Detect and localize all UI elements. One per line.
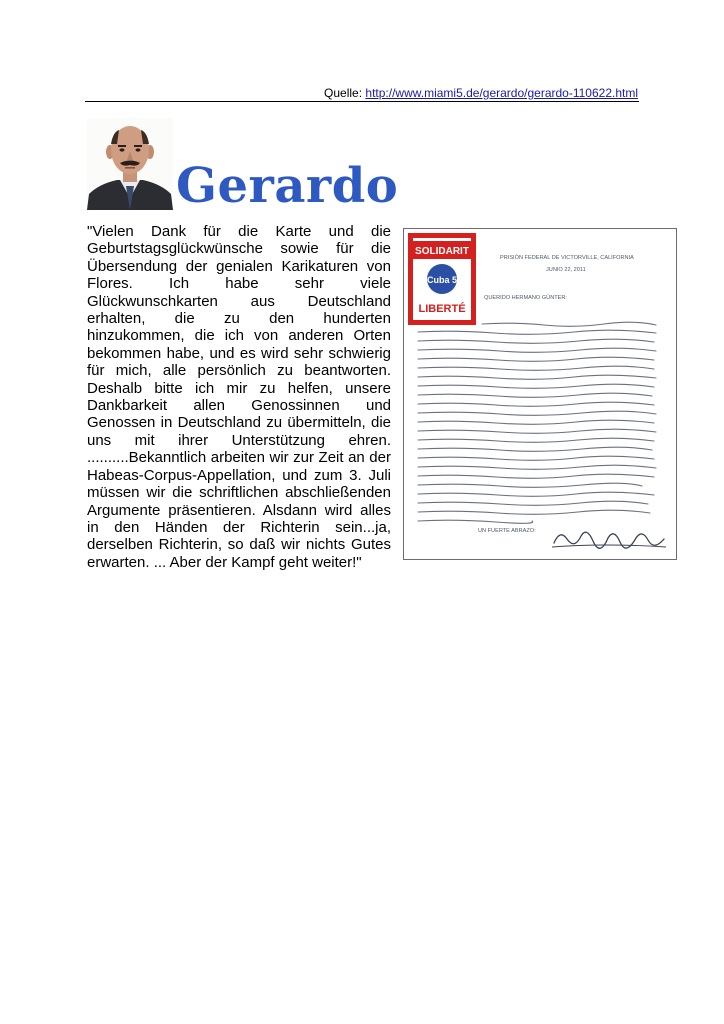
source-line [324, 86, 638, 100]
letter-closing: UN FUERTE ABRAZO: [478, 528, 536, 534]
quote-text: "Vielen Dank für die Karte und die Geburtstagsglückwünsche sowie für die Übersendung der genialen Karikaturen von Flores. Ich habe sehr viele Glückwunschkarten aus Deutschland erhalten, die zu den hunderten hinzukommen, die ich von anderen Orten bekommen habe, und es wird sehr schwierig für mich, alle persönlich zu beantworten. Deshalb bitte ich mir zu helfen, unsere Dankbarkeit allen Genossinnen und Genossen in Deutschland zu übermitteln, die uns mit ihrer Unterstützung ehren. ..........Bekanntlich arbeiten wir zur Zeit an der Habeas-Corpus-Appellation, und zum 3. Juli müssen wir die schriftlichen abschließenden Argumente präsentieren. Alsdann wird alles in den Händen der Richterin sein...ja, derselben Richterin, so daß wir nichts Gutes erwarten. ... Aber der Kampf geht weiter!" [87, 223, 391, 571]
brand-title: Gerardo [176, 158, 399, 214]
stamp-top-text: SOLIDARIT [415, 246, 469, 257]
letter-place: PRISIÓN FEDERAL DE VICTORVILLE, CALIFORNIA [500, 255, 634, 261]
solidarity-stamp [408, 233, 476, 325]
letter-image [403, 228, 677, 560]
portrait-photo [87, 118, 173, 210]
letter-salutation: QUERIDO HERMANO GÜNTER: [484, 295, 567, 301]
handwriting-lines [418, 322, 656, 523]
stamp-middle-text: Cuba 5 [426, 275, 458, 285]
source-label: Quelle: [324, 86, 363, 100]
letter-date: JUNIO 22, 2011 [546, 267, 586, 273]
header-rule [85, 101, 639, 102]
signature-icon [552, 532, 666, 548]
stamp-bottom-text: LIBERTÉ [418, 303, 466, 315]
source-link[interactable]: http://www.miami5.de/gerardo/gerardo-110622.html [365, 86, 638, 100]
